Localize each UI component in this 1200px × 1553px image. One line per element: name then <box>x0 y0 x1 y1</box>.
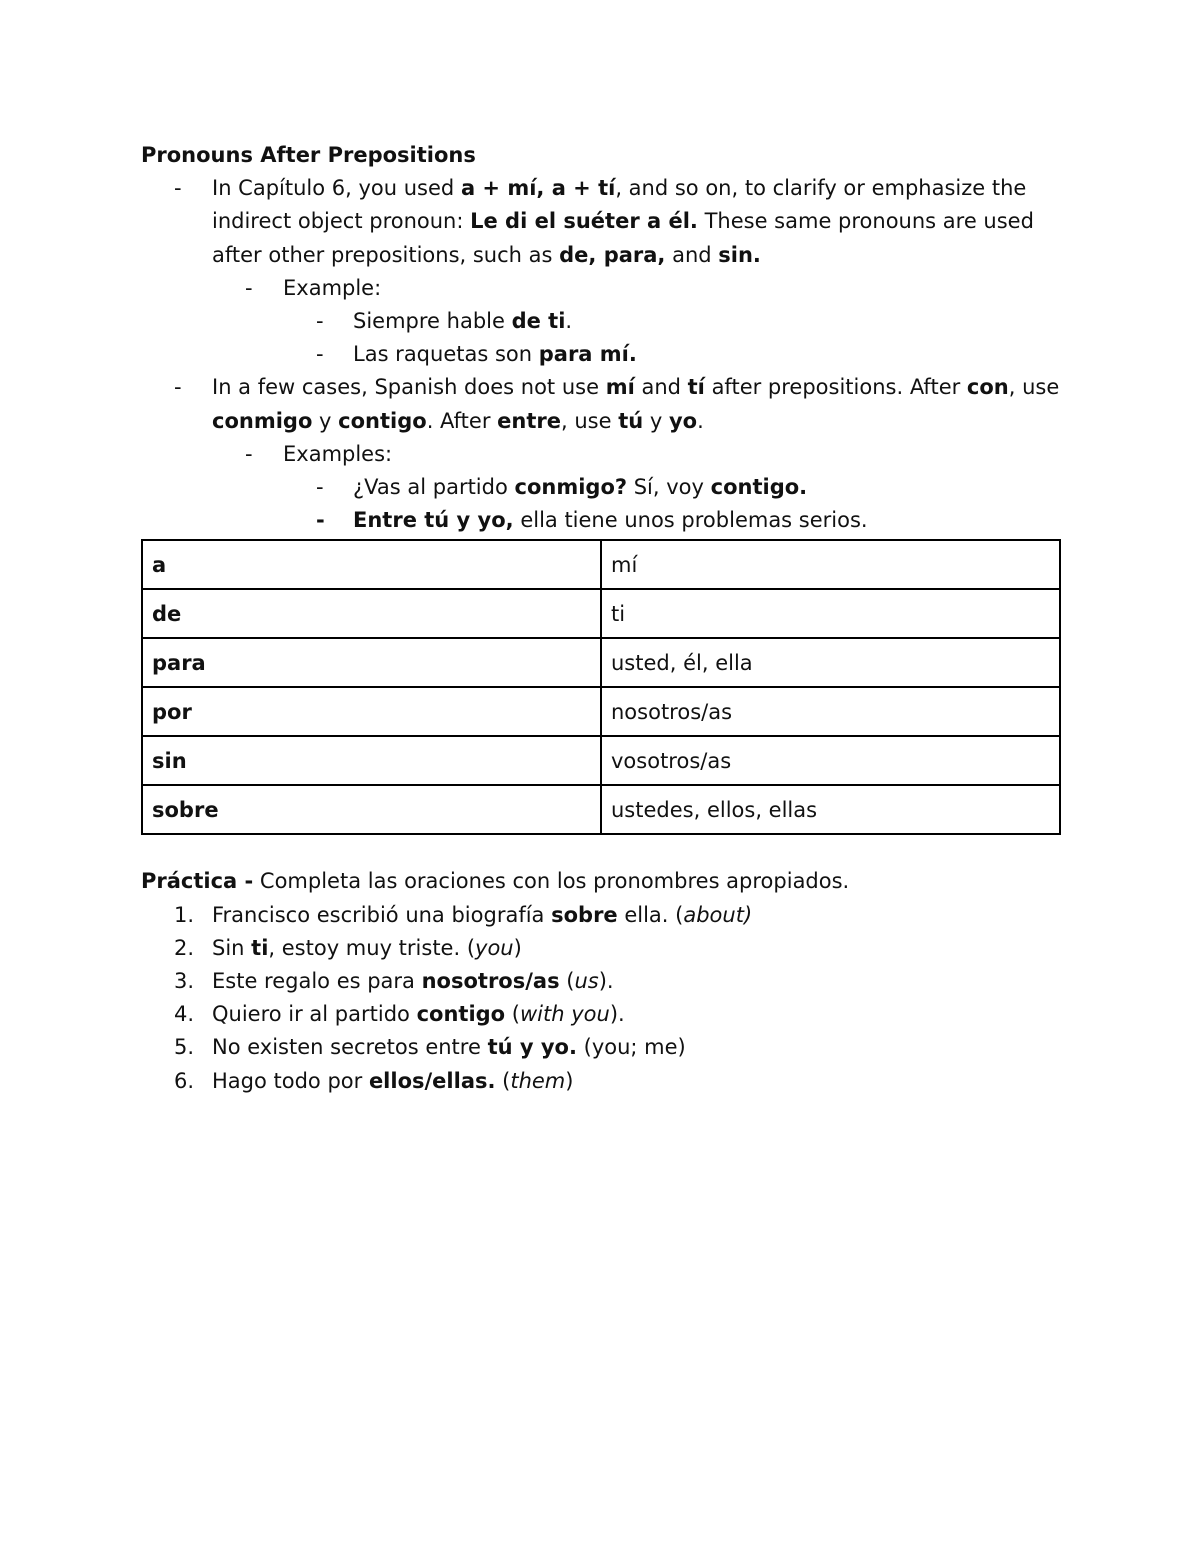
example-item: - ¿Vas al partido conmigo? Sí, voy contigo. <box>141 471 1061 504</box>
list-item: 5. No existen secretos entre tú y yo. (you; me) <box>174 1035 686 1060</box>
bullet-dash: - <box>174 375 182 400</box>
bullet-capitulo-6: - In Capítulo 6, you used a + mí, a + tí, and so on, to clarify or emphasize the indirect object pronoun: Le di el suéter a él. These same pronouns are used after other prepositions, such as de, para, and sin. <box>141 172 1061 272</box>
practice-list <box>141 899 1061 1098</box>
pronoun-cell: ti <box>601 589 1060 638</box>
pronoun-cell: mí <box>601 540 1060 589</box>
example-item: - Siempre hable de ti. <box>141 305 1061 338</box>
table-row <box>142 638 1060 687</box>
table-row <box>142 589 1060 638</box>
examples-label: - Examples: <box>141 438 1061 471</box>
bullet-special-cases: - In a few cases, Spanish does not use mí and tí after prepositions. After con, use conmigo y contigo. After entre, use tú y yo. <box>141 371 1061 437</box>
pronoun-cell: usted, él, ella <box>601 638 1060 687</box>
bullet-dash: - <box>316 475 324 500</box>
preposition-cell: de <box>142 589 601 638</box>
document-page <box>141 139 1061 1098</box>
table-row <box>142 736 1060 785</box>
page-title: Pronouns After Prepositions <box>141 143 476 167</box>
bullet-dash: - <box>245 441 253 466</box>
bullet-dash: - <box>245 275 253 300</box>
bullet-dash: - <box>174 176 182 201</box>
pronoun-cell: ustedes, ellos, ellas <box>601 785 1060 834</box>
preposition-cell: por <box>142 687 601 736</box>
table-row <box>142 687 1060 736</box>
list-item: 3. Este regalo es para nosotros/as (us). <box>174 969 614 994</box>
list-item: 2. Sin ti, estoy muy triste. (you) <box>174 935 522 960</box>
bullet-dash: - <box>316 309 324 334</box>
practica-heading <box>141 865 1061 898</box>
list-item: 6. Hago todo por ellos/ellas. (them) <box>174 1068 574 1093</box>
pronoun-cell: vosotros/as <box>601 736 1060 785</box>
table-row <box>142 540 1060 589</box>
preposition-cell: sobre <box>142 785 601 834</box>
example-item: - Las raquetas son para mí. <box>141 338 1061 371</box>
notes-list <box>141 172 1061 537</box>
preposition-cell: a <box>142 540 601 589</box>
bullet-dash: - <box>316 342 324 367</box>
preposition-cell: para <box>142 638 601 687</box>
practica-instruction: Completa las oraciones con los pronombres apropiados. <box>253 869 850 894</box>
example-label: - Example: <box>141 272 1061 305</box>
preposition-cell: sin <box>142 736 601 785</box>
list-item: 4. Quiero ir al partido contigo (with you). <box>174 1002 625 1027</box>
example-item: - Entre tú y yo, ella tiene unos problemas serios. <box>141 504 1061 537</box>
bullet-dash: - <box>316 508 325 533</box>
pronoun-cell: nosotros/as <box>601 687 1060 736</box>
list-item: 1. Francisco escribió una biografía sobre ella. (about) <box>174 902 753 927</box>
table-row <box>142 785 1060 834</box>
practica-label: Práctica - <box>141 869 254 894</box>
pronoun-table <box>141 539 1061 835</box>
